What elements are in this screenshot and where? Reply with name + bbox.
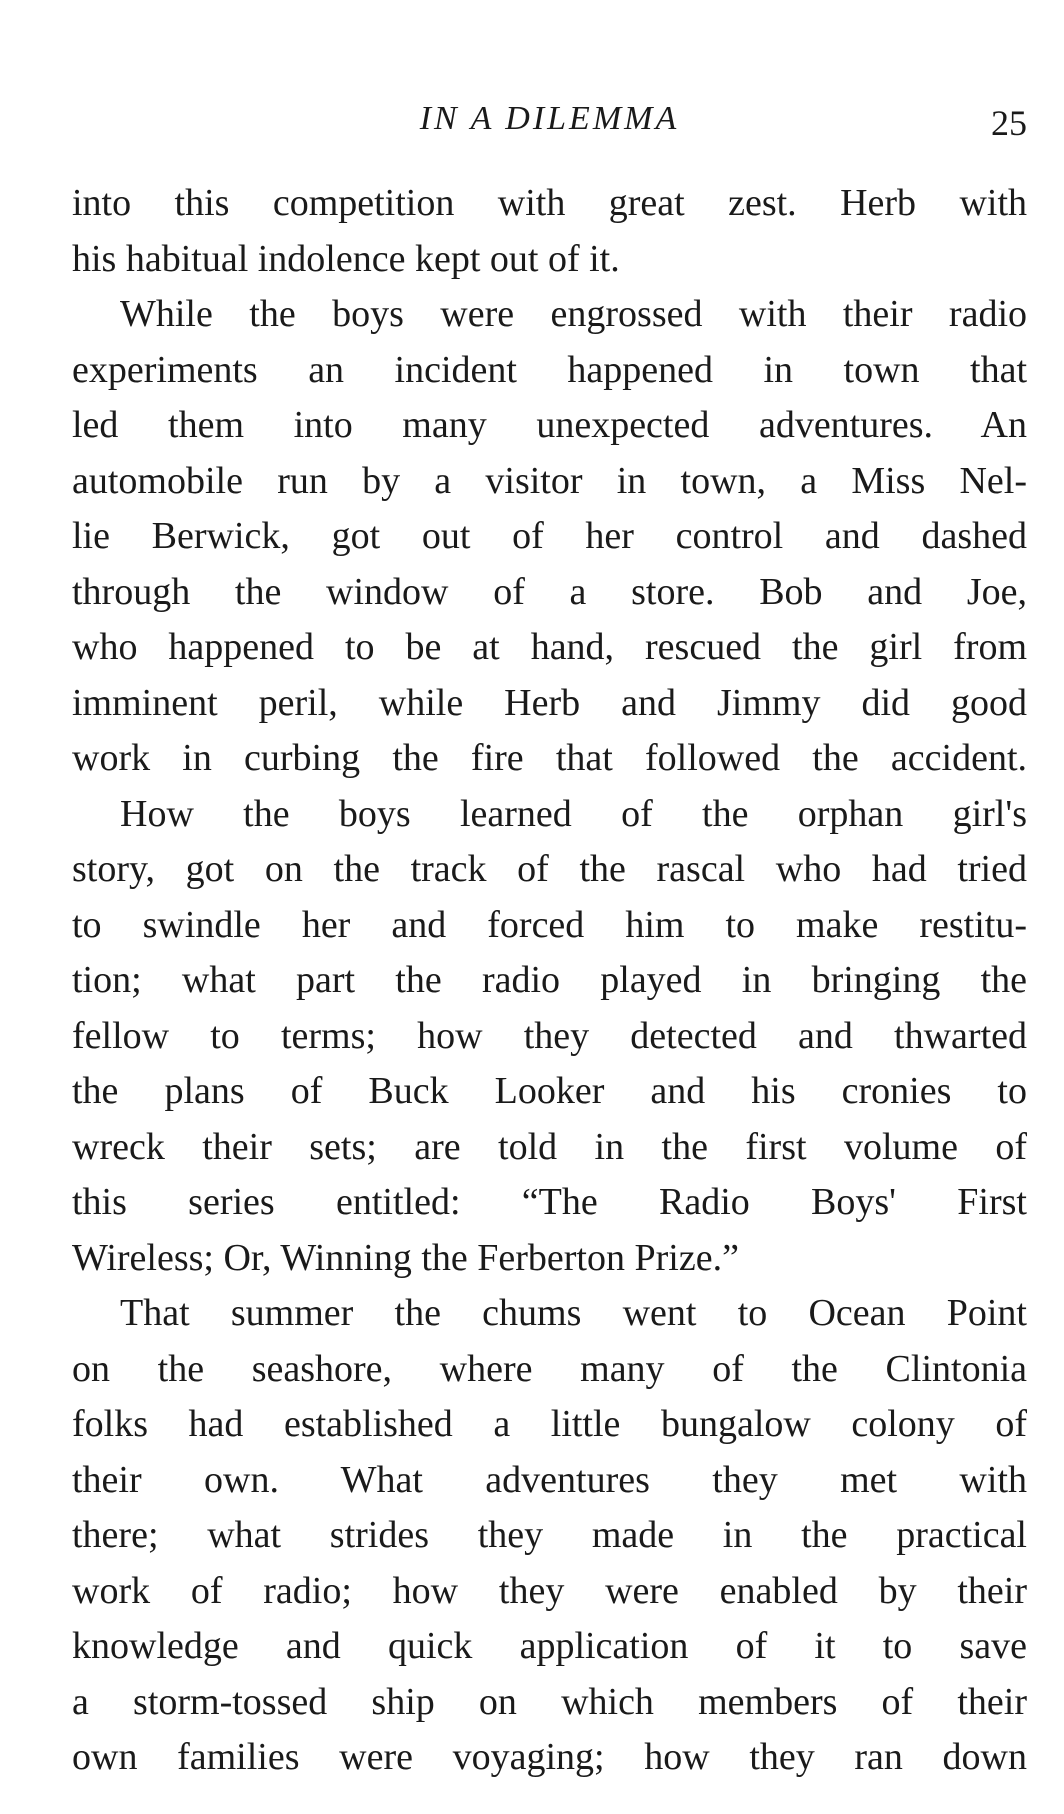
text-line: into this competition with great zest. Herb with	[72, 182, 1027, 224]
text-line: his habitual indolence kept out of it.	[72, 237, 620, 280]
text-line: story, got on the track of the rascal who had tried	[72, 848, 1027, 890]
text-line: experiments an incident happened in town that	[72, 348, 1027, 391]
paragraph-4	[72, 1286, 1027, 1786]
text-line: wreck their sets; are told in the first volume of	[72, 1125, 1027, 1168]
text-line: this series entitled: “The Radio Boys' First	[72, 1181, 1027, 1223]
text-line: own families were voyaging; how they ran down	[72, 1736, 1027, 1778]
text-line: through the window of a store. Bob and Joe,	[72, 570, 1027, 613]
text-line: their own. What adventures they met with	[72, 1458, 1027, 1501]
text-line: tion; what part the radio played in bringing the	[72, 959, 1027, 1001]
page-number: 25	[991, 103, 1027, 143]
text-line: a storm-tossed ship on which members of their	[72, 1680, 1027, 1723]
text-line: to swindle her and forced him to make restitu-	[72, 903, 1027, 946]
text-line: led them into many unexpected adventures. An	[72, 404, 1027, 446]
paragraph-1	[72, 176, 1027, 287]
text-line: work in curbing the fire that followed the accident.	[72, 737, 1027, 779]
text-line: there; what strides they made in the practical	[72, 1514, 1027, 1556]
running-head	[72, 96, 1027, 142]
text-line: who happened to be at hand, rescued the girl from	[72, 626, 1027, 668]
text-line: folks had established a little bungalow colony of	[72, 1403, 1027, 1445]
text-line: That summer the chums went to Ocean Point	[120, 1292, 1027, 1334]
text-line: the plans of Buck Looker and his cronies to	[72, 1070, 1027, 1112]
text-line: imminent peril, while Herb and Jimmy did good	[72, 681, 1027, 724]
paragraph-2	[72, 287, 1027, 787]
paragraph-3	[72, 787, 1027, 1287]
text-line: knowledge and quick application of it to save	[72, 1625, 1027, 1667]
text-line: on the seashore, where many of the Clintonia	[72, 1347, 1027, 1390]
text-line: While the boys were engrossed with their radio	[120, 293, 1027, 335]
running-title: IN A DILEMMA	[419, 100, 680, 137]
text-line: fellow to terms; how they detected and thwarted	[72, 1014, 1027, 1057]
body-text	[72, 176, 1027, 1786]
text-line: How the boys learned of the orphan girl's	[120, 792, 1027, 835]
text-line: automobile run by a visitor in town, a Miss Nel-	[72, 459, 1027, 502]
text-line: lie Berwick, got out of her control and dashed	[72, 515, 1027, 557]
text-line: Wireless; Or, Winning the Ferberton Prize.”	[72, 1236, 739, 1279]
text-line: work of radio; how they were enabled by their	[72, 1569, 1027, 1612]
